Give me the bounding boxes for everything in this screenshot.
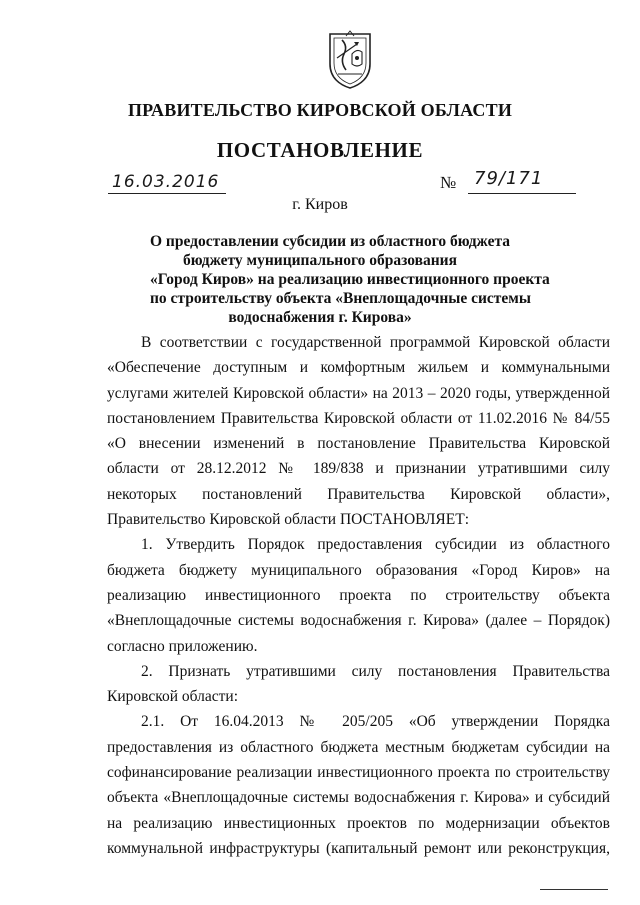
- number-sign: №: [440, 173, 457, 192]
- subject-line: водоснабжения г. Кирова»: [228, 309, 412, 326]
- body-paragraph-item-2-1: 2.1. От 16.04.2013 № 205/205 «Об утверждении Порядка предоставления из областного бюджета местным бюджетам субсидии на софинансирование реализации инвестиционного проекта по строительству объекта «Внеплощадочные системы водоснабжения г. Кирова» и субсидий на реализацию инвестиционных проектов по модернизации объектов коммунальной инфраструктуры (капитальный ремонт или реконструкция,: [107, 713, 610, 857]
- government-title: ПРАВИТЕЛЬСТВО КИРОВСКОЙ ОБЛАСТИ: [127, 100, 513, 120]
- subject-line: О предоставлении субсидии из областного бюджета: [150, 233, 511, 250]
- date-underline: [108, 193, 226, 194]
- document-body: [107, 330, 610, 861]
- subject-line: бюджету муниципального образования: [183, 252, 457, 269]
- kirov-coat-of-arms-icon: [326, 30, 374, 90]
- body-paragraph-item-1: 1. Утвердить Порядок предоставления субсидии из областного бюджета бюджету муниципального образования «Город Киров» на реализацию инвестиционного проекта по строительству объекта «Внеплощадочные системы водоснабжения г. Кирова» (далее – Порядок) согласно приложению.: [107, 536, 610, 655]
- subject-line: по строительству объекта «Внеплощадочные системы: [150, 290, 531, 307]
- city-name: г. Киров: [292, 196, 348, 213]
- body-paragraph-preamble: В соответствии с государственной программой Кировской области «Обеспечение доступным и комфортным жильем и коммунальными услугами жителей Кировской области» на 2013 – 2020 годы, утвержденной постановлением Правительства Кировской области от 11.02.2016 № 84/55 «О внесении изменений в постановление Правительства Кировской области от 28.12.2012 № 189/838 и признании утратившими силу некоторых постановлений Правительства Кировской области», Правительство Кировской области ПОСТАНОВЛЯЕТ:: [107, 334, 610, 529]
- footer-rule: [540, 889, 608, 890]
- handwritten-date: 16.03.2016: [112, 172, 220, 192]
- document-subject: [150, 232, 550, 327]
- body-paragraph-item-2: 2. Признать утратившими силу постановления Правительства Кировской области:: [107, 662, 610, 706]
- number-underline: [468, 193, 576, 194]
- document-type-title: ПОСТАНОВЛЕНИЕ: [216, 138, 424, 162]
- handwritten-document-number: 79/171: [474, 168, 544, 189]
- subject-line: «Город Киров» на реализацию инвестиционного проекта: [150, 271, 550, 288]
